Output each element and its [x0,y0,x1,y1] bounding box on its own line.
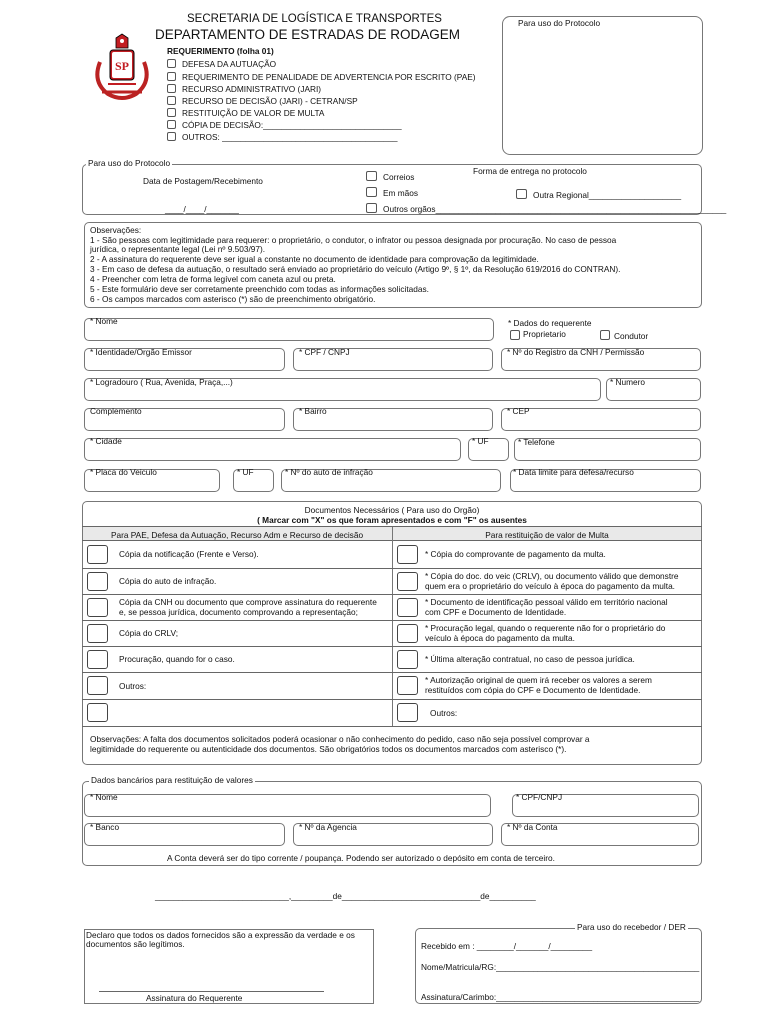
proprietario-label: Proprietario [523,329,566,339]
doc-left-text: Outros: [119,681,147,691]
identidade-label: * Identidade/Orgão Emissor [90,347,192,357]
checkbox-outros[interactable] [167,132,176,141]
banco-nome-field[interactable] [84,794,491,817]
header-departamento: DEPARTAMENTO DE ESTRADAS DE RODAGEM [155,27,461,42]
doc-right-text: quem era o proprietário do veículo à época do pagamento da multa. [425,581,675,591]
doc-left-text: Cópia da CNH ou documento que comprove assinatura do requerente [119,597,377,607]
recebido-em-field[interactable]: Recebido em : ________/_______/_________ [421,941,593,951]
doc-right-text: * Última alteração contratual, no caso de pessoa jurídica. [425,654,635,664]
doc-left-checkbox[interactable] [87,650,108,669]
doc-right-checkbox[interactable] [397,624,418,643]
assinatura-requerente-line[interactable] [99,991,324,992]
assinatura-carimbo-field[interactable]: Assinatura/Carimbo:____________________________________________ [421,992,700,1002]
placa-label: * Placa do Veiculo [90,467,157,477]
bancarios-title: Dados bancários para restituição de valores [91,775,253,785]
bairro-label: * Bairro [299,406,327,416]
checkbox-defesa[interactable] [167,59,176,68]
checkbox-correios[interactable] [366,171,377,181]
table-row-divider [82,620,702,621]
uf-label: * UF [472,436,489,446]
observacao-line: 3 - Em caso de defesa da autuação, o resultado será enviado ao proprietário do veículo (Artigo 9º, § 1º, da Resolução 619/2016 do CONTRAN). [90,264,621,274]
data-limite-label: * Data limite para defesa/recurso [513,467,634,477]
doc-right-text: * Cópia do comprovante de pagamento da multa. [425,549,606,559]
option-label: CÓPIA DE DECISÃO:______________________________ [182,120,402,130]
banco-label: * Banco [90,822,120,832]
nome-label: * Nome [90,316,118,326]
doc-right-text: * Documento de identificação pessoal válido em território nacional [425,597,668,607]
outros-orgaos-label: Outros orgãos_______________________________________________________________ [383,204,727,214]
documentos-subtitle: ( Marcar com "X" os que foram apresentados e com "F" os ausentes [257,515,527,525]
col-right-header: Para restituição de valor de Multa [485,530,609,540]
doc-left-checkbox[interactable] [87,703,108,722]
checkbox-outros-orgaos[interactable] [366,203,377,213]
checkbox-restituicao[interactable] [167,108,176,117]
observacao-line: 5 - Este formulário deve ser corretamente preenchido com todas as informações solicitadas. [90,284,429,294]
option-label: REQUERIMENTO DE PENALIDADE DE ADVERTENCIA POR ESCRITO (PAE) [182,72,476,82]
option-label: RESTITUIÇÃO DE VALOR DE MULTA [182,108,325,118]
conta-label: * Nº da Conta [507,822,558,832]
numero-label: * Numero [610,377,646,387]
doc-left-checkbox[interactable] [87,676,108,695]
nome-field[interactable] [84,318,494,341]
checkbox-em-maos[interactable] [366,187,377,197]
cnh-label: * Nº do Registro da CNH / Permissão [507,347,645,357]
observacao-line: 1 - São pessoas com legitimidade para requerer: o proprietário, o condutor, o infrator ou pessoa designada por procuração. No caso de pessoa [90,235,617,245]
logradouro-label: * Logradouro ( Rua, Avenida, Praça,...) [90,377,233,387]
table-row-divider [82,672,702,673]
table-row-divider [82,699,702,700]
option-label: RECURSO DE DECISÃO (JARI) - CETRAN/SP [182,96,358,106]
recebedor-title: Para uso do recebedor / DER [577,922,686,932]
checkbox-pae[interactable] [167,72,176,81]
svg-text:SP: SP [114,59,130,73]
observacao-line: 4 - Preencher com letra de forma legível com caneta azul ou preta. [90,274,336,284]
doc-right-text: * Autorização original de quem irá receber os valores a serem [425,675,652,685]
cep-label: * CEP [507,406,530,416]
doc-left-text: e, se pessoa jurídica, documento comprovando a representação; [119,607,358,617]
col-left-header: Para PAE, Defesa da Autuação, Recurso Adm e Recurso de decisão [110,530,364,540]
doc-left-text: Cópia do CRLV; [119,628,179,638]
nome-matricula-field[interactable]: Nome/Matricula/RG:____________________________________________ [421,962,700,972]
documentos-title: Documentos Necessários ( Para uso do Orgão) [304,505,480,515]
protocol-title: Para uso do Protocolo [88,158,171,168]
cpf-cnpj-label: * CPF / CNPJ [299,347,350,357]
local-data-line[interactable]: _____________________________,_________de______________________________de__________ [155,891,536,901]
correios-label: Correios [383,172,415,182]
doc-right-checkbox[interactable] [397,572,418,591]
checkbox-jari[interactable] [167,84,176,93]
em-maos-label: Em mãos [383,188,419,198]
outra-regional-label: Outra Regional____________________ [533,190,682,200]
banco-cpf-label: * CPF/CNPJ [516,792,563,802]
checkbox-copia-decisao[interactable] [167,120,176,129]
doc-left-text: Cópia do auto de infração. [119,576,217,586]
doc-right-text: Outros: [430,708,458,718]
doc-right-checkbox[interactable] [397,676,418,695]
documentos-obs-line1: Observações: A falta dos documentos solicitados poderá ocasionar o não conhecimento do pedido, caso não seja possível comprovar a [90,734,590,744]
doc-right-text: com CPF e Documento de Identidade. [425,607,567,617]
observacao-line: 6 - Os campos marcados com asterisco (*) são de preenchimento obrigatório. [90,294,376,304]
uf-veiculo-label: * UF [237,467,254,477]
telefone-label: * Telefone [518,437,555,447]
doc-right-text: veículo à época do pagamento da multa. [425,633,575,643]
table-row-divider [82,568,702,569]
documentos-obs-line2: legitimidade do requerente ou autenticidade dos documentos. São obrigatórios todos os documentos marcados com asterisco (*). [90,744,567,754]
table-row-divider [82,594,702,595]
doc-right-checkbox[interactable] [397,703,418,722]
complemento-label: Complemento [90,406,142,416]
assinatura-requerente-label: Assinatura do Requerente [146,993,243,1003]
bancarios-nota: A Conta deverá ser do tipo corrente / poupança. Podendo ser autorizado o depósito em conta de terceiro. [167,853,555,863]
observacoes-title: Observações: [90,225,142,235]
doc-left-text: Procuração, quando for o caso. [119,654,235,664]
agencia-label: * Nº da Agencia [299,822,357,832]
requerimento-title: REQUERIMENTO (folha 01) [167,46,274,56]
cidade-label: * Cidade [90,436,122,446]
state-seal-logo [88,32,156,102]
dados-requerente-label: * Dados do requerente [508,318,592,328]
header-secretaria: SECRETARIA DE LOGÍSTICA E TRANSPORTES [187,13,442,25]
forma-entrega-label: Forma de entrega no protocolo [473,166,587,176]
doc-right-text: * Procuração legal, quando o requerente não for o proprietário do [425,623,666,633]
doc-left-checkbox[interactable] [87,545,108,564]
cep-field[interactable] [501,408,701,431]
doc-left-checkbox[interactable] [87,572,108,591]
checkbox-proprietario[interactable] [510,330,520,340]
doc-right-checkbox[interactable] [397,650,418,669]
option-label: OUTROS: ______________________________________ [182,132,398,142]
declaracao-line2: documentos são legítimos. [86,939,185,949]
table-row-divider [82,646,702,647]
doc-right-checkbox[interactable] [397,545,418,564]
banco-nome-label: * Nome [90,792,118,802]
declaracao-line1: Declaro que todos os dados fornecidos são a expressão da verdade e os [86,930,355,940]
checkbox-condutor[interactable] [600,330,610,340]
doc-right-text: * Cópia do doc. do veic (CRLV), ou documento válido que demonstre [425,571,679,581]
option-label: DEFESA DA AUTUAÇÃO [182,59,277,69]
condutor-label: Condutor [614,331,649,341]
protocol-top-box[interactable] [502,16,703,155]
table-divider [82,726,702,727]
checkbox-cetran[interactable] [167,96,176,105]
doc-left-text: Cópia da notificação (Frente e Verso). [119,549,259,559]
protocol-top-label: Para uso do Protocolo [518,18,601,28]
observacao-line: jurídica, o representante legal (Lei nº 9.503/97). [90,244,266,254]
cidade-field[interactable] [84,438,461,461]
table-col-divider [392,527,393,726]
doc-right-checkbox[interactable] [397,598,418,617]
doc-right-text: restituídos com cópia do CPF e Documento de Identidade. [425,685,641,695]
postagem-label: Data de Postagem/Recebimento [143,176,263,186]
auto-infracao-label: * Nº do auto de infração [285,467,373,477]
checkbox-outra-regional[interactable] [516,189,527,199]
doc-left-checkbox[interactable] [87,624,108,643]
postagem-date-field[interactable]: ____/____/_______ [165,204,239,214]
option-label: RECURSO ADMINISTRATIVO (JARI) [182,84,322,94]
doc-left-checkbox[interactable] [87,598,108,617]
observacao-line: 2 - A assinatura do requerente deve ser igual a constante no documento de identidade para comprovação da legitimidade. [90,254,539,264]
